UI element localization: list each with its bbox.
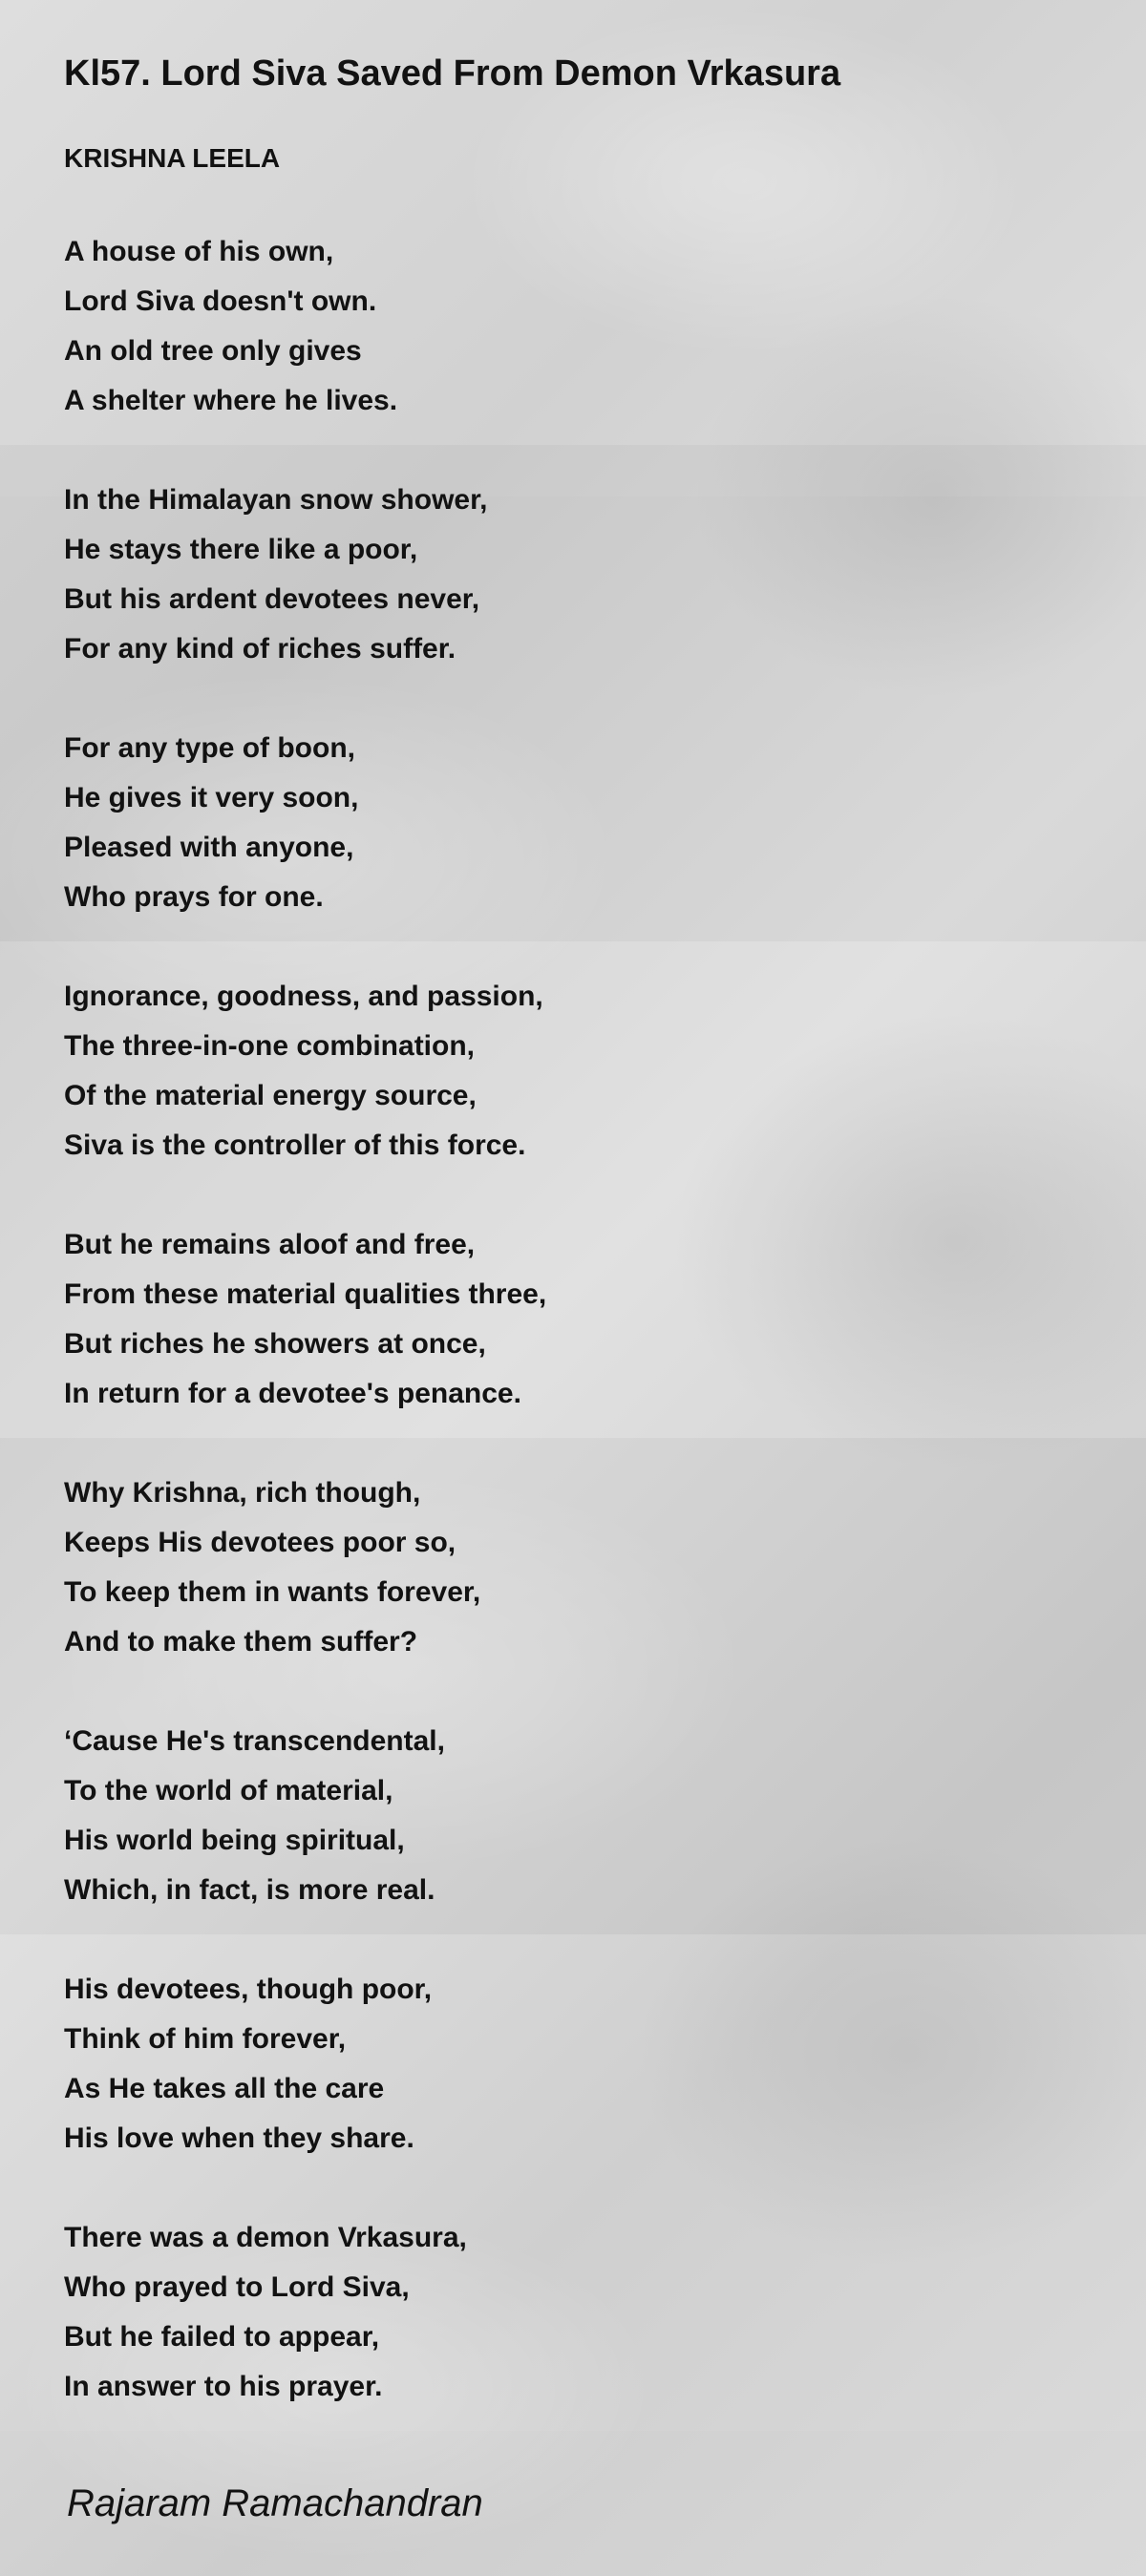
poem-line: In answer to his prayer. (64, 2371, 383, 2402)
poem-line: Think of him forever, (64, 2023, 347, 2055)
poem-line: An old tree only gives (64, 335, 362, 367)
poem-line: His devotees, though poor, (64, 1974, 433, 2005)
stanza-4 (64, 972, 1114, 1171)
poem-line: His world being spiritual, (64, 1825, 405, 1856)
poem-content (64, 50, 1114, 2412)
poem-line: In the Himalayan snow shower, (64, 484, 488, 516)
poem-line: His love when they share. (64, 2122, 414, 2154)
poem-line: A house of his own, (64, 236, 334, 267)
stanza-7 (64, 1717, 1114, 1915)
poem-line: And to make them suffer? (64, 1626, 418, 1658)
stanza-9 (64, 2213, 1114, 2412)
poem-line: Lord Siva doesn't own. (64, 285, 377, 317)
poem-line: To keep them in wants forever, (64, 1576, 481, 1608)
poem-line: To the world of material, (64, 1775, 393, 1806)
poem-line: But riches he showers at once, (64, 1328, 486, 1360)
poem-line: But he remains aloof and free, (64, 1229, 476, 1260)
poem-line: Pleased with anyone, (64, 832, 354, 863)
poem-line: In return for a devotee's penance. (64, 1378, 521, 1409)
poem-line: Why Krishna, rich though, (64, 1477, 421, 1509)
poem-line: From these material qualities three, (64, 1278, 547, 1310)
poem-title: Kl57. Lord Siva Saved From Demon Vrkasura (64, 53, 841, 94)
poem-line: Keeps His devotees poor so, (64, 1527, 456, 1558)
poem-line: Which, in fact, is more real. (64, 1874, 435, 1906)
poem-author: Rajaram Ramachandran (67, 2482, 483, 2524)
poem-line: He gives it very soon, (64, 782, 359, 813)
poem-subtitle: KRISHNA LEELA (64, 143, 281, 173)
stanza-5 (64, 1220, 1114, 1419)
stanza-8 (64, 1965, 1114, 2164)
poem-line: Ignorance, goodness, and passion, (64, 981, 543, 1012)
poem-line: But he failed to appear, (64, 2321, 380, 2353)
poem-line: As He takes all the care (64, 2073, 385, 2104)
poem-line: But his ardent devotees never, (64, 583, 480, 615)
poem-line: ‘Cause He's transcendental, (64, 1725, 445, 1757)
poem-line: For any type of boon, (64, 732, 355, 764)
stanza-1 (64, 227, 1114, 426)
poem-line: Who prays for one. (64, 881, 324, 913)
poem-line: Siva is the controller of this force. (64, 1130, 526, 1161)
poem-line: The three-in-one combination, (64, 1030, 476, 1062)
stanza-6 (64, 1468, 1114, 1667)
poem-line: Who prayed to Lord Siva, (64, 2271, 410, 2303)
poem-line: A shelter where he lives. (64, 385, 398, 416)
poem-line: There was a demon Vrkasura, (64, 2222, 467, 2253)
stanza-3 (64, 724, 1114, 922)
poem-line: Of the material energy source, (64, 1080, 477, 1111)
stanza-2 (64, 475, 1114, 674)
poem-line: He stays there like a poor, (64, 534, 418, 565)
poem-line: For any kind of riches suffer. (64, 633, 456, 665)
